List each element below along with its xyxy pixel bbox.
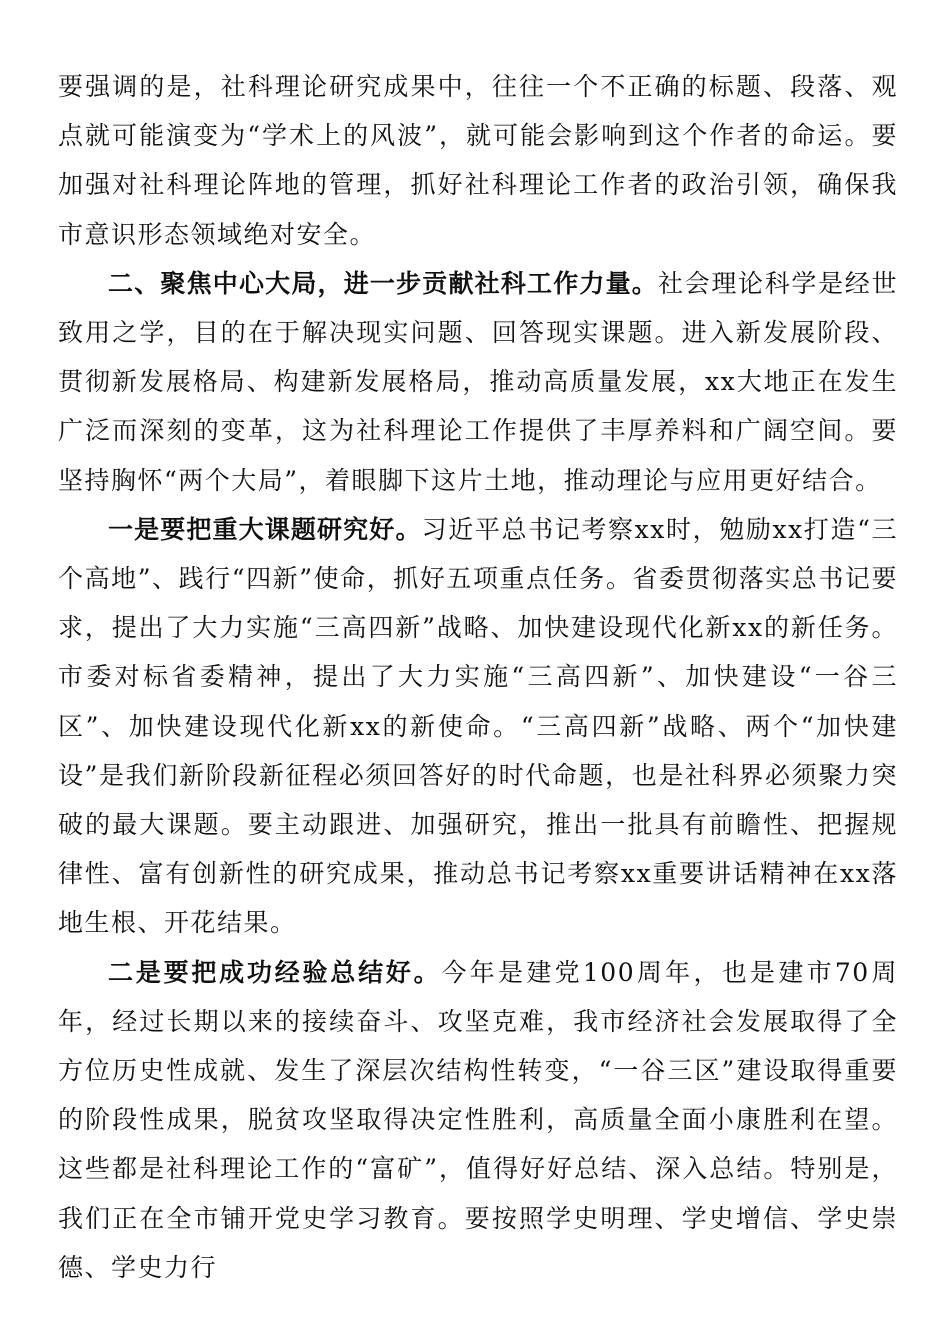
paragraph-3-heading: 一是要把重大课题研究好。 xyxy=(108,514,422,544)
paragraph-4 xyxy=(58,948,898,1292)
paragraph-3 xyxy=(58,505,898,948)
paragraph-4-text: 今年是建党100周年，也是建市70周年，经过长期以来的接续奋斗、攻坚克难，我市经济社会发展取得了全方位历史性成就、发生了深层次结构性转变，“一谷三区”建设取得重要的阶段性成果，脱贫攻坚取得决定性胜利，高质量全面小康胜利在望。这些都是社科理论工作的“富矿”，值得好好总结、深入总结。特别是，我们正在全市铺开党史学习教育。要按照学史明理、学史增信、学史崇德、学史力行 xyxy=(58,957,898,1282)
paragraph-2 xyxy=(58,259,898,505)
paragraph-1 xyxy=(58,62,898,259)
paragraph-1-text: 要强调的是，社科理论研究成果中，往往一个不正确的标题、段落、观点就可能演变为“学术上的风波”，就可能会影响到这个作者的命运。要加强对社科理论阵地的管理，抓好社科理论工作者的政治引领，确保我市意识形态领域绝对安全。 xyxy=(58,72,898,249)
paragraph-2-heading: 二、聚焦中心大局，进一步贡献社科工作力量。 xyxy=(108,268,658,298)
paragraph-3-text: 习近平总书记考察xx时，勉励xx打造“三个高地”、践行“四新”使命，抓好五项重点任务。省委贯彻落实总书记要求，提出了大力实施“三高四新”战略、加快建设现代化新xx的新任务。市委对标省委精神，提出了大力实施“三高四新”、加快建设“一谷三区”、加快建设现代化新xx的新使命。“三高四新”战略、两个“加快建设”是我们新阶段新征程必须回答好的时代命题，也是社科界必须聚力突破的最大课题。要主动跟进、加强研究，推出一批具有前瞻性、把握规律性、富有创新性的研究成果，推动总书记考察xx重要讲话精神在xx落地生根、开花结果。 xyxy=(58,514,898,938)
paragraph-2-text: 社会理论科学是经世致用之学，目的在于解决现实问题、回答现实课题。进入新发展阶段、贯彻新发展格局、构建新发展格局，推动高质量发展，xx大地正在发生广泛而深刻的变革，这为社科理论工作提供了丰厚养料和广阔空间。要坚持胸怀“两个大局”，着眼脚下这片土地，推动理论与应用更好结合。 xyxy=(58,268,898,495)
document-page xyxy=(58,62,898,1292)
paragraph-4-heading: 二是要把成功经验总结好。 xyxy=(108,957,442,987)
